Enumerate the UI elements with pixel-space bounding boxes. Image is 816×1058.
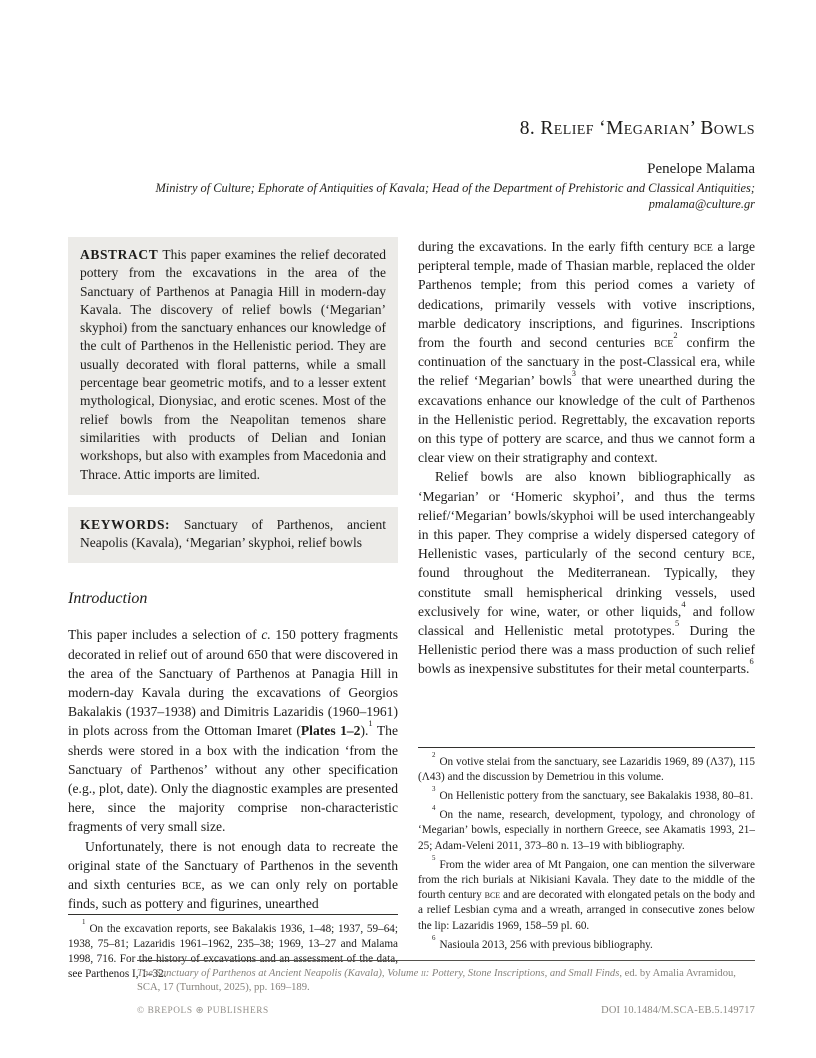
publisher-text: PUBLISHERS (207, 1005, 269, 1016)
author-name: Penelope Malama (647, 161, 755, 177)
footnote-number: 1 (82, 917, 86, 926)
copyright-text: © BREPOLS (137, 1005, 193, 1016)
footnote-text: On votive stelai from the sanctuary, see Lazaridis 1969, 89 (Λ37), 115 (Λ43) and the discussion by Demetriou in this volume. (418, 755, 755, 783)
intro-paragraph-2: Unfortunately, there is not enough data to recreate the original state of the Sanctuary of Parthenos in the seventh and sixth centuries bce, as we can only rely on portable finds, such as pottery and figurines, unearthed (68, 838, 398, 912)
keywords-text: Sanctuary of Parthenos, ancient Neapolis (Kavala), ‘Megarian’ skyphoi, relief bowls (80, 516, 386, 551)
intro-paragraph-1: This paper includes a selection of c. 150 pottery fragments decorated in relief out of around 650 that were discovered in the area of the Sanctuary of Parthenos at Panagia Hill in modern-day Kavala during the excavations of Georgios Bakalakis (1937–1938) and Dimitris Lazaridis (1960–1961) in plots across from the Ottoman Imaret (Plates 1–2).$^1$ The sherds were stored in a box with the indication ‘from the Sanctuary of Parthenos’ without any other specification (e.g., plot, date). Only the diagnostic examples are presented here, since the majority comprise non-characteristic fragments of very small size. (68, 627, 398, 835)
right-column (418, 237, 755, 957)
footnote-2 (418, 750, 755, 785)
footnote-number: 3 (432, 785, 436, 794)
footnote-text: On the name, research, development, typology, and chronology of ‘Megarian’ bowls, especially in northern Greece, see Akamatis 1993, 21–25; Adam-Veleni 2011, 373–80 n. 13–19 with bibliography. (418, 809, 755, 852)
brepols-mill-icon: ⊛ (195, 1005, 204, 1016)
footnote-number: 2 (432, 750, 436, 759)
page-footer (137, 960, 755, 1016)
body-paragraph-relief-bowls: Relief bowls are also known bibliographically as ‘Megarian’ or ‘Homeric skyphoi’, and thus the terms relief/‘Megarian’ bowls/skyphoi will be used interchangeably in this paper. They comprise a widely dispersed category of Hellenistic vases, particularly of the second century bce, found throughout the Mediterranean. Typically, they constitute small hemispherical drinking vessels, used exclusively for wine, water, or other liquids,$^4$ and follow classical and Hellenistic metal prototypes.$^5$ During the Hellenistic period there was a mass production of such relief bowls as inexpensive substitutes for their metal counterparts.$^6$ (418, 469, 755, 677)
imprint-row (137, 1005, 755, 1016)
footer-rule (137, 960, 755, 961)
footnote-number: 4 (432, 804, 436, 813)
publisher-imprint (137, 1005, 269, 1016)
abstract-label: ABSTRACT (80, 247, 159, 262)
masthead (70, 118, 755, 212)
footnote-rule (418, 747, 755, 748)
footnote-4 (418, 804, 755, 854)
body-paragraph-continuation: during the excavations. In the early fifth century bce a large peripteral temple, made of Thasian marble, replaced the older Parthenos temple; from this period comes a variety of dedications, primarily vessels with votive inscriptions, marble dedicatory inscriptions, and figurines. Inscriptions from the fourth and second centuries bce$^2$ confirm the continuation of the sanctuary in the post-Classical era, while the relief ‘Megarian’ bowls$^3$ that were unearthed during the excavations enhance our knowledge of the cult of Parthenos in the Hellenistic period. Regrettably, the excavation reports on this type of pottery are scarce, and thus we cannot form a clear view on their stratigraphy and context. (418, 239, 755, 466)
keywords-label: KEYWORDS: (80, 516, 171, 532)
footnote-number: 5 (432, 853, 436, 862)
footnote-rule (68, 914, 398, 915)
abstract-box (68, 237, 398, 495)
footnote-text: Nasioula 2013, 256 with previous bibliography. (439, 938, 653, 951)
doi-text: DOI 10.1484/M.SCA-EB.5.149717 (601, 1004, 755, 1016)
right-footnotes (418, 747, 755, 957)
keywords-box (68, 507, 398, 564)
abstract-text: This paper examines the relief decorated pottery from the excavations in the area of the Sanctuary of Parthenos at Panagia Hill in modern-day Kavala. The discovery of relief bowls (‘Megarian’ skyphoi) from the sanctuary enhances our knowledge of the cult of Parthenos in the Hellenistic period. They are usually decorated with floral patterns, while a small percentage bear geometric motifs, and to a lesser extent mythological, Dionysiac, and erotic scenes. Most of the relief bowls from the Neapolitan temenos share similarities with products of Delian and Ionian workshops, but also with examples from Macedonia and Thrace. Attic imports are limited. (80, 247, 386, 482)
footnote-text: From the wider area of Mt Pangaion, one can mention the silverware from the rich burials at Nikisiani Kavala. They date to the middle of the fourth century bce and are decorated with elongated petals on the body and a relief Lesbian cyma and a wreath, arranged in consecutive zones below the lip: Lazaridis 1969, 158–59 pl. 60. (418, 858, 755, 932)
footnote-number: 6 (432, 933, 436, 942)
left-column (68, 237, 398, 981)
footnote-text: On the excavation reports, see Bakalakis 1936, 1–48; 1937, 59–64; 1938, 75–81; Lazaridis 1961–1962, 235–38; 1969, 13–27 and Malama 1998, 716. For the history of excavations and an assessment of the data, see Parthenos I, 1–32. (68, 922, 398, 981)
author-affiliation: Ministry of Culture; Ephorate of Antiquities of Kavala; Head of the Department of Prehistoric and Classical Antiquities; pmalama@culture.gr (155, 181, 755, 211)
footer-citation: The Sanctuary of Parthenos at Ancient Neapolis (Kavala), Volume ii: Pottery, Stone Inscriptions, and Small Finds, ed. by Amalia Avramidou, SCA, 17 (Turnhout, 2025), pp. 169–189. (137, 968, 736, 994)
footnote-text: On Hellenistic pottery from the sanctuary, see Bakalakis 1938, 80–81. (439, 789, 754, 802)
footnote-6 (418, 933, 755, 953)
footnote-3 (418, 785, 755, 804)
section-heading-introduction: Introduction (68, 590, 148, 608)
footnote-5 (418, 853, 755, 934)
article-title: 8. Relief ‘Megarian’ Bowls (519, 118, 755, 139)
